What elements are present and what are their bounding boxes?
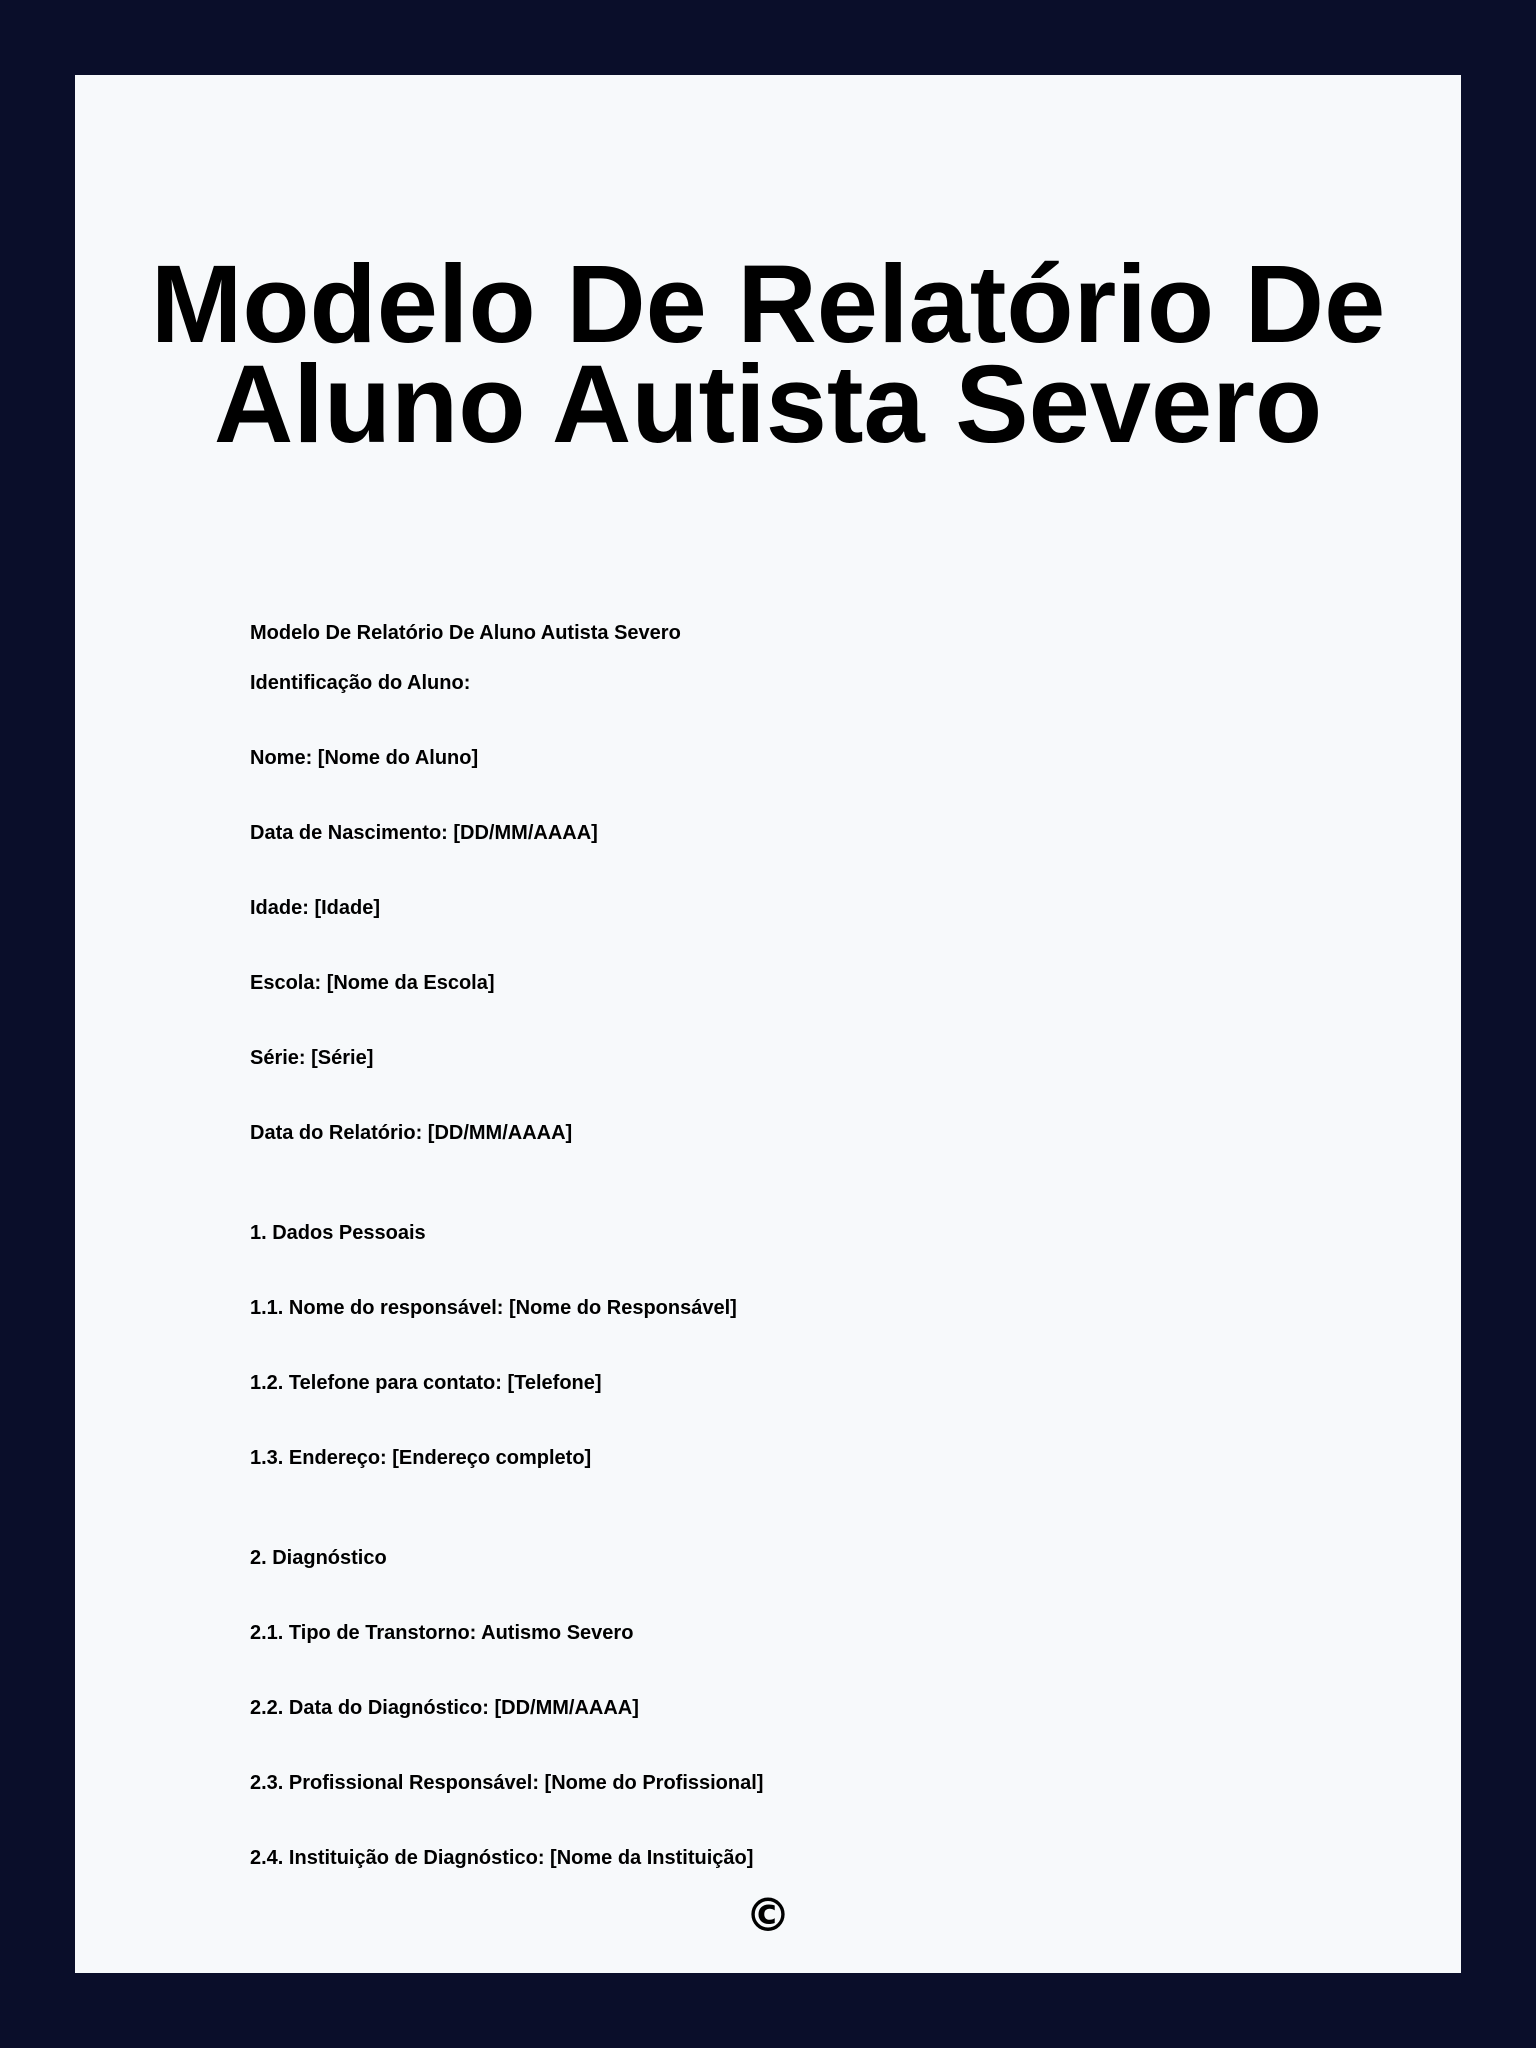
document-page [75, 75, 1461, 1973]
field-birth-date: Data de Nascimento: [DD/MM/AAAA] [250, 822, 598, 844]
document-title-line-2: Aluno Autista Severo [213, 343, 1323, 466]
section-heading-personal-data: 1. Dados Pessoais [250, 1222, 426, 1244]
field-diagnosis-date: 2.2. Data do Diagnóstico: [DD/MM/AAAA] [250, 1697, 639, 1719]
field-guardian-name: 1.1. Nome do responsável: [Nome do Responsável] [250, 1297, 737, 1319]
document-title-line-1: Modelo De Relatório De [150, 243, 1386, 366]
field-school: Escola: [Nome da Escola] [250, 972, 495, 994]
field-disorder-type: 2.1. Tipo de Transtorno: Autismo Severo [250, 1622, 634, 1644]
field-age: Idade: [Idade] [250, 897, 381, 919]
field-address: 1.3. Endereço: [Endereço completo] [250, 1447, 592, 1469]
field-grade: Série: [Série] [250, 1047, 374, 1069]
field-report-date: Data do Relatório: [DD/MM/AAAA] [250, 1122, 573, 1144]
document-title [75, 243, 1461, 466]
document-subtitle: Modelo De Relatório De Aluno Autista Severo [250, 622, 681, 644]
field-contact-phone: 1.2. Telefone para contato: [Telefone] [250, 1372, 602, 1394]
section-heading-identification: Identificação do Aluno: [250, 672, 471, 694]
section-heading-diagnosis: 2. Diagnóstico [250, 1547, 387, 1569]
field-responsible-professional: 2.3. Profissional Responsável: [Nome do Profissional] [250, 1772, 764, 1794]
field-student-name: Nome: [Nome do Aluno] [250, 747, 479, 769]
copyright-icon: © [745, 1888, 791, 1942]
field-diagnosis-institution: 2.4. Instituição de Diagnóstico: [Nome da Instituição] [250, 1847, 754, 1869]
